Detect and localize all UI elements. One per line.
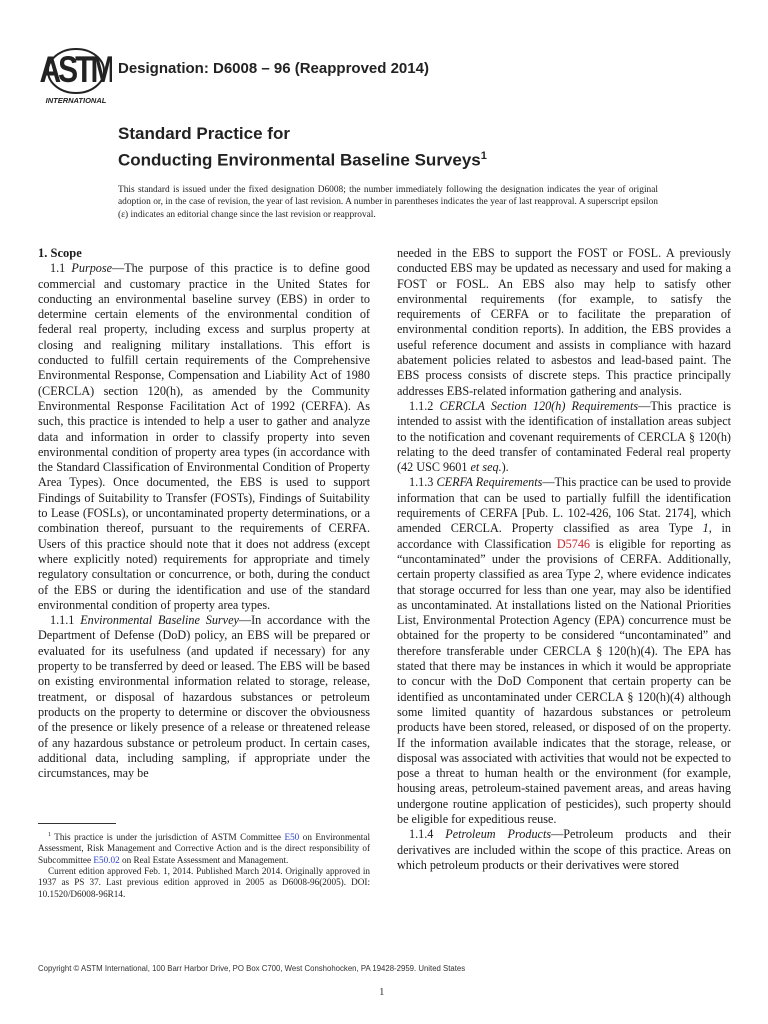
footnote-1: $^1$ This practice is under the jurisdiction of ASTM Committee E50 on Environmental Assessment, Risk Management and Corrective Action and is the direct responsibility of Subcommittee E50.02 on Real Estate Assessment and Management.	[38, 832, 370, 865]
paragraph-1-1-1-continued: needed in the EBS to support the FOST or FOSL. A previously conducted EBS may be updated as necessary and used for making a FOST or FOSL. An EBS also may help to satisfy other environmental requirements (for example, to satisfy the requirements of CERFA or to facilitate the preparation of environmental condition reports). In addition, the EBS provides a useful reference document and assists in compliance with hazard abatement policies related to asbestos and lead-based paint. The EBS process consists of discrete steps. This practice principally addresses EBS-related information gathering and analysis.	[397, 246, 731, 398]
section-heading-scope: 1. Scope	[38, 246, 82, 260]
title-line-1: Standard Practice for	[118, 124, 290, 143]
link-d5746[interactable]: D5746	[556, 536, 591, 551]
title-footnote-marker[interactable]: 1	[480, 150, 487, 162]
svg-text:INTERNATIONAL: INTERNATIONAL	[45, 96, 107, 105]
footnote-divider	[38, 823, 116, 824]
designation: Designation: D6008 – 96 (Reapproved 2014)	[118, 60, 429, 77]
paragraph-1-1-4: 1.1.4 Petroleum Products—Petroleum products and their derivatives are included within the scope of this practice. Areas on which petroleum products or their derivatives were stored	[397, 827, 732, 872]
link-e50[interactable]: E50	[284, 832, 300, 843]
page-number: 1	[379, 986, 385, 998]
edition-note: Current edition approved Feb. 1, 2014. Published March 2014. Originally approved in 1937 as PS 37. Last previous edition approved in 2005 as D6008-96(2005). DOI: 10.1520/D6008-96R14.	[38, 865, 370, 899]
copyright-notice: Copyright © ASTM International, 100 Barr Harbor Drive, PO Box C700, West Conshohocken, PA 19428-2959. United States	[38, 964, 466, 973]
paragraph-1-1-3: 1.1.3 CERFA Requirements—This practice can be used to provide information that can be used to partially fulfill the identification requirements of CERFA [Pub. L. 102-426, 106 Stat. 2174], which amended CERCLA. Property classified as area Type 1, in accordance with Classification D5746 is eligible for reporting as “uncontaminated” under the provisions of CERFA. Additionally, certain property classified as area Type 2, where evidence indicates that storage occurred for less than one year, may also be identified as uncontaminated. At installations listed on the National Priorities List, Environmental Protection Agency (EPA) concurrence must be obtained for the property to be considered “uncontaminated” and therefore transferable under CERCLA § 120(h)(4). The EPA has stated that there may be instances in which it would be appropriate to concur with the DoD Component that certain property can be identified as uncontaminated under CERCLA § 120(h)(4) although some limited quantity of hazardous substances or petroleum products have been stored, released, or disposed of on the property. If the information available indicates that the storage, release, or disposal was associated with activities that would not be expected to pose a threat to human health or the environment (for example, housing areas, petroleum-stained pavement areas, and areas having undergone routine application of pesticides), such property should be eligible for expeditious reuse.	[397, 475, 732, 826]
astm-logo	[40, 46, 112, 106]
paragraph-1-1-1: 1.1.1 Environmental Baseline Survey—In accordance with the Department of Defense (DoD) policy, an EBS will be prepared or evaluated for its usefulness (and updated if necessary) for any property to be transferred by deed or leased. The EBS will be based on existing environmental information related to storage, release, treatment, or disposal of hazardous substances or petroleum products on the property to determine or discover the obviousness of the presence or likely presence of a release or threatened release of any hazardous substance or petroleum product. In certain cases, additional data, including sampling, if appropriate under the circumstances, may be	[38, 613, 371, 781]
link-e50-02[interactable]: E50.02	[93, 854, 120, 865]
right-column	[397, 246, 731, 873]
astm-logo-icon	[40, 46, 112, 106]
left-column	[38, 246, 370, 781]
title-line-2: Conducting Environmental Baseline Surveys$^1$	[118, 150, 487, 170]
paragraph-1-1: 1.1 Purpose—The purpose of this practice is to define good commercial and customary practice in the United States for conducting an environmental baseline survey (EBS) in order to determine certain elements of the environmental condition of federal real property, including excess and surplus property at closing and realigning military installations. This effort is conducted to fulfill certain requirements of the Comprehensive Environmental Response, Compensation and Liability Act of 1980 (CERCLA) section 120(h), as amended by the Community Environmental Response Facilitation Act of 1992 (CERFA). As such, this practice is intended to help a user to gather and analyze data and information in order to classify property into seven environmental condition of property area types (in accordance with the Standard Classification of Environmental Condition of Property Area Types). Once documented, the EBS is used to support Findings of Suitability to Transfer (FOSTs), Findings of Suitability to Lease (FOSLs), or uncontaminated property determinations, or a combination thereof, pursuant to the requirements of CERFA. Users of this practice should note that it does not address (except where explicitly noted) requirements for appropriate and timely regulatory consultation or concurrence, or both, during the conduct of the EBS or during the identification and use of the standard environmental condition of property area types.	[38, 261, 370, 612]
footnotes	[38, 830, 370, 900]
document-title	[118, 123, 487, 172]
svg-text:ASTM: ASTM	[40, 49, 112, 92]
paragraph-1-1-2: 1.1.2 CERCLA Section 120(h) Requirements—This practice is intended to assist with the identification of installation areas subject to the notification and covenant requirements of CERCLA § 120(h) relating to the deed transfer of contaminated Federal real property (42 USC 9601 et seq.).	[397, 398, 732, 475]
standard-notice: This standard is issued under the fixed designation D6008; the number immediately following the designation indicates the year of original adoption or, in the case of revision, the year of last revision. A number in parentheses indicates the year of last reapproval. A superscript epsilon (ε) indicates an editorial change since the last revision or reapproval.	[118, 185, 658, 220]
